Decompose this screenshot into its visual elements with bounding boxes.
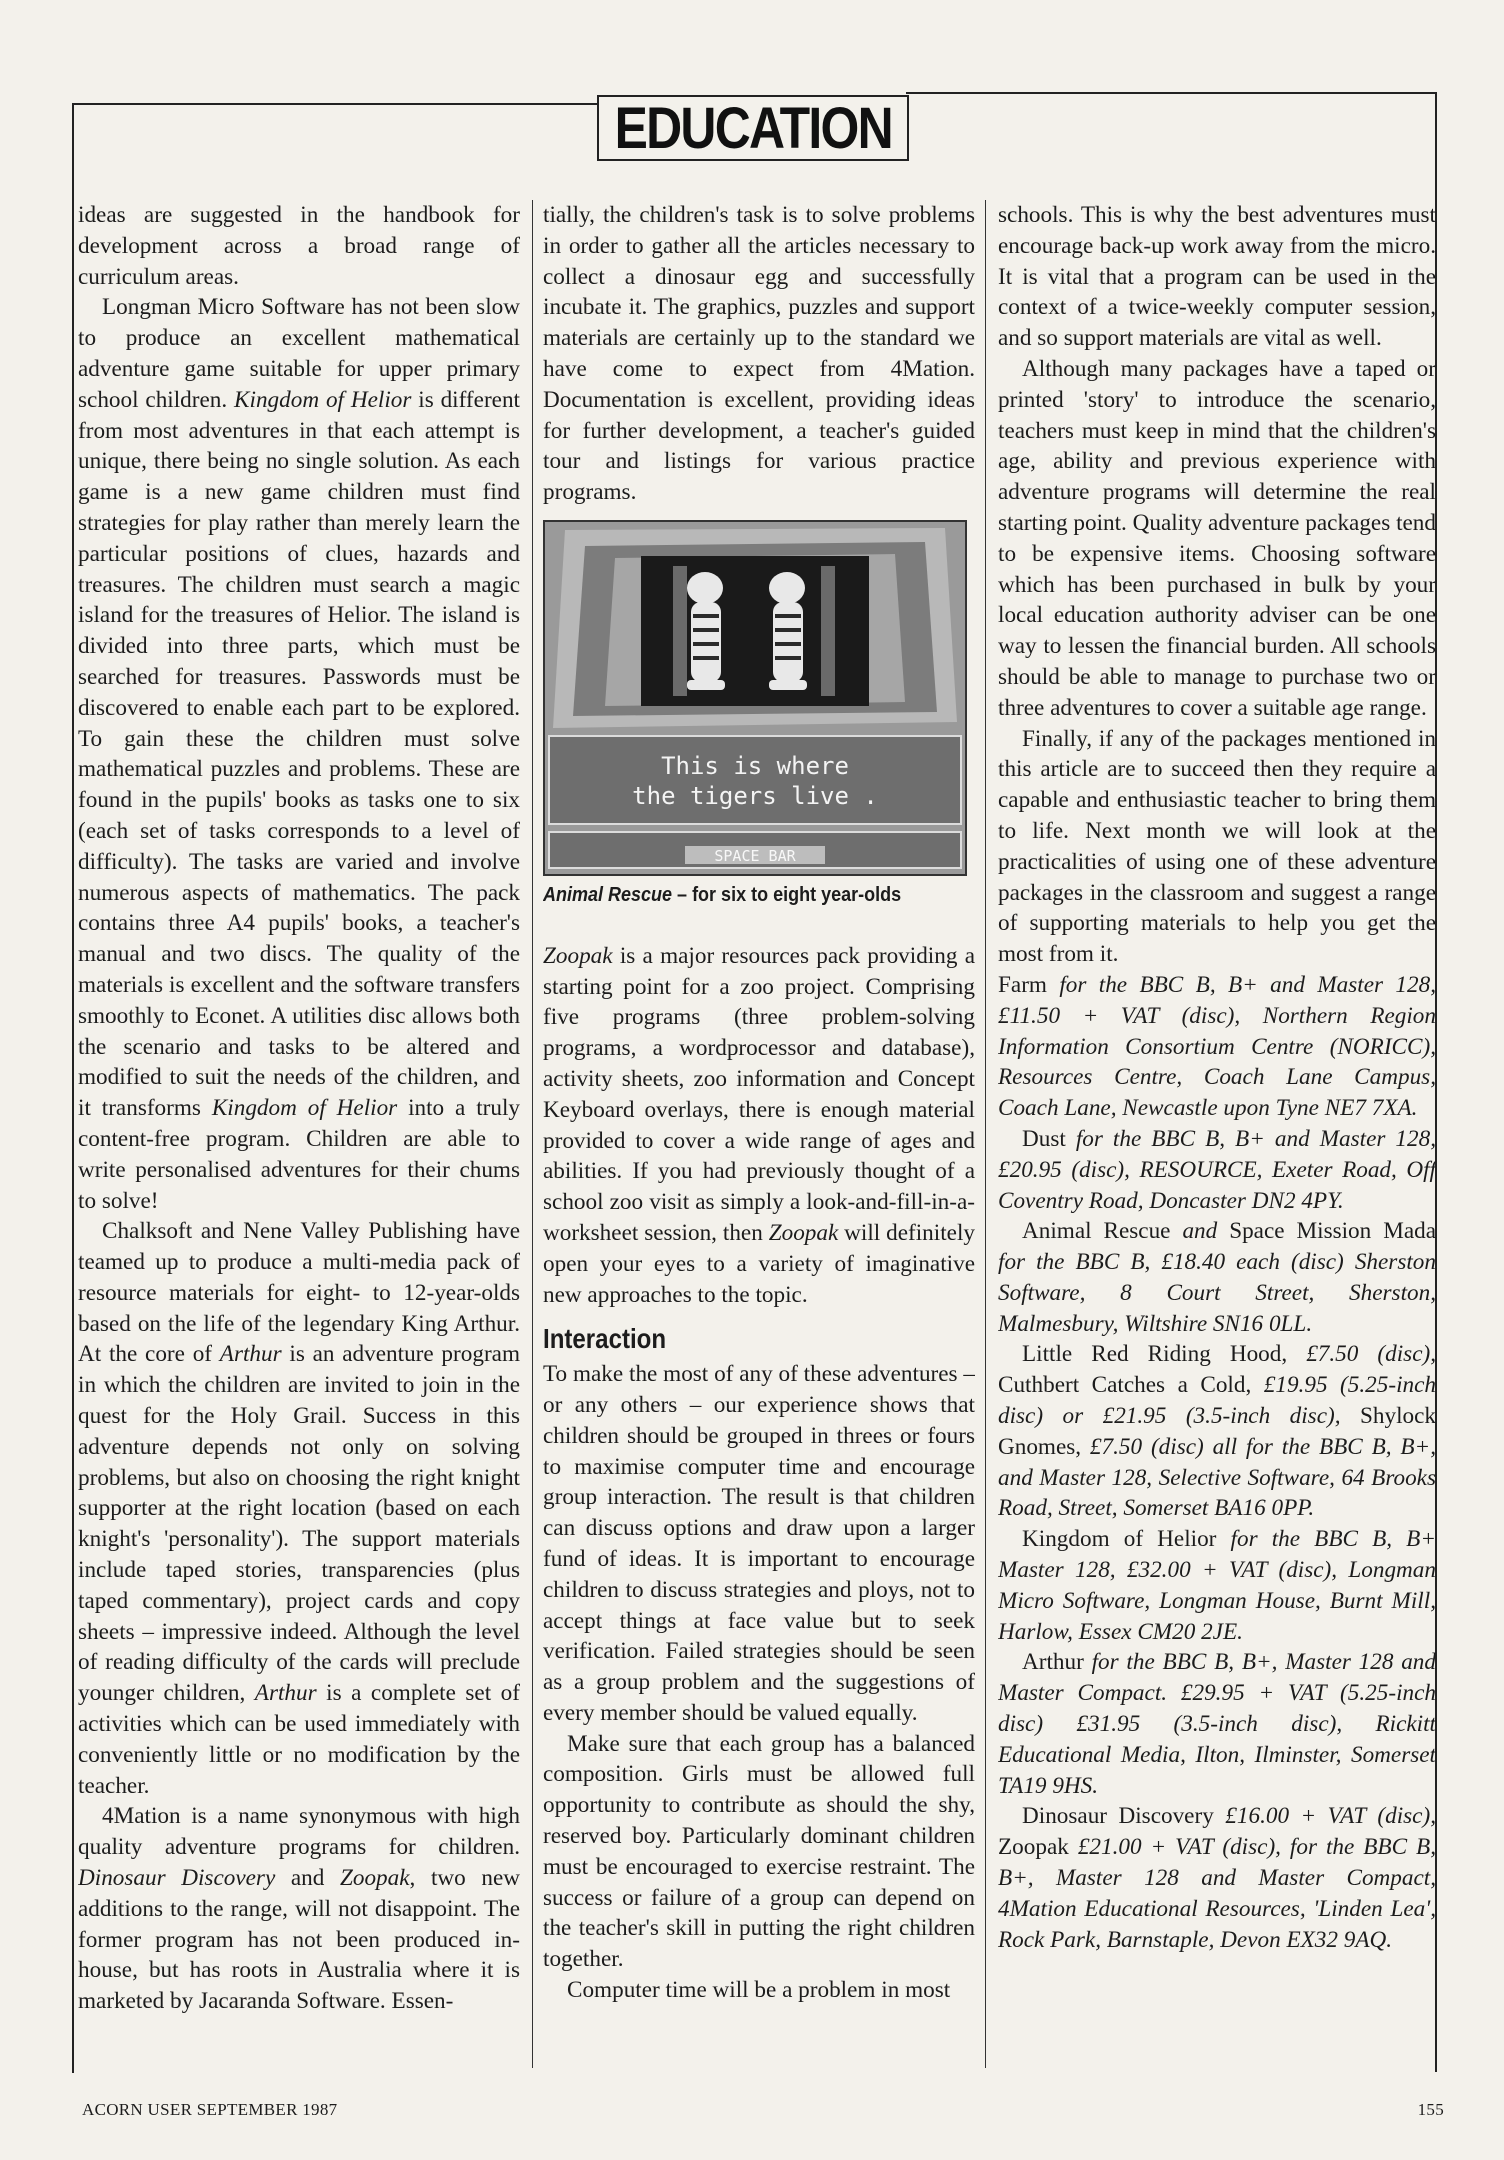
paragraph: Finally, if any of the packages mentioned in this article are to succeed then they require a capable and enthusiastic teacher to bring them to life. Next month we will look at the practicalities of using one of these adventure packages in the classroom and suggest a range of supporting materials to help you get the most from it. xyxy=(998,725,1436,968)
column-divider-1 xyxy=(532,200,533,2068)
section-title-box xyxy=(597,95,909,161)
figure-caption: Animal Rescue – for six to eight year-olds xyxy=(543,883,902,906)
space-bar-prompt: SPACE BAR xyxy=(714,846,796,865)
paragraph: Make sure that each group has a balanced composition. Girls must be allowed full opportunity to contribute as should the shy, reserved boy. Particularly dominant children must be encouraged to exercise restraint. The success or failure of a group can depend on the teacher's skill in putting the right children together. xyxy=(543,1730,975,1973)
screen-text-line-1: This is where xyxy=(661,751,849,780)
screenshot-figure xyxy=(543,520,967,911)
listing-4mation: Dinosaur Discovery £16.00 + VAT (disc), Zoopak £21.00 + VAT (disc), for the BBC B, B+, Master 128 and Master Compact, 4Mation Educational Resources, 'Linden Lea', Rock Park, Barnstaple, Devon EX32 9AQ. xyxy=(998,1803,1436,1953)
paragraph: Chalksoft and Nene Valley Publishing have teamed up to produce a multi-media pack of resource materials for eight- to 12-year-olds based on the life of the legendary King Arthur. At the core of Arthur is an adventure program in which the children are invited to join in the quest for the Holy Grail. Success in this adventure depends not only on solving problems, but also on choosing the right knight supporter at the right location (based on each knight's 'personality'). The support materials include taped stories, transparencies (plus taped commentary), project cards and copy sheets – impressive indeed. Although the level of reading difficulty of the cards will preclude younger children, Arthur is a complete set of activities which can be used immediately with conveniently little or no modification by the teacher. xyxy=(78,1218,520,1799)
listing-dust: Dust for the BBC B, B+ and Master 128, £20.95 (disc), RESOURCE, Exeter Road, Off Coventry Road, Doncaster DN2 4PY. xyxy=(998,1125,1436,1214)
listing-farm: Farm for the BBC B, B+ and Master 128, £11.50 + VAT (disc), Northern Region Information Consortium Centre (NORICC), Resources Centre, Coach Lane Campus, Coach Lane, Newcastle upon Tyne NE7 7XA. xyxy=(998,971,1436,1122)
paragraph: 4Mation is a name synonymous with high quality adventure programs for children. Dinosaur Discovery and Zoopak, two new additions to the range, will not disappoint. The former program has not been produced in-house, but has roots in Australia where it is marketed by Jacaranda Software. Essen- xyxy=(78,1803,520,2015)
paragraph: Zoopak is a major resources pack providing a starting point for a zoo project. Comprising five programs (three problem-solving programs, a wordprocessor and database), activity sheets, zoo information and Concept Keyboard overlays, there is enough material provided to cover a wide range of ages and abilities. If you had previously thought of a school zoo visit as simply a look-and-fill-in-a-worksheet session, then Zoopak will definitely open your eyes to a variety of imaginative new approaches to the topic. xyxy=(543,942,975,1308)
page-number: 155 xyxy=(1417,2100,1444,2119)
frame-rule-top-right xyxy=(906,92,1436,94)
subheading-interaction: Interaction xyxy=(543,1323,667,1355)
column-1 xyxy=(78,200,520,2065)
listing-kingdom-of-helior: Kingdom of Helior for the BBC B, B+ Master 128, £32.00 + VAT (disc), Longman Micro Software, Longman House, Burnt Mill, Harlow, Essex CM20 2JE. xyxy=(998,1526,1436,1645)
column-divider-2 xyxy=(985,200,986,2068)
column-2 xyxy=(543,200,975,2065)
screen-text-line-2: the tigers live . xyxy=(632,781,878,810)
section-title: EDUCATION xyxy=(614,95,892,161)
paragraph: ideas are suggested in the handbook for development across a broad range of curriculum areas. xyxy=(78,202,520,290)
footer-magazine: ACORN USER SEPTEMBER 1987 xyxy=(82,2100,338,2119)
listing-arthur: Arthur for the BBC B, B+, Master 128 and Master Compact. £29.95 + VAT (5.25-inch disc) £31.95 (3.5-inch disc), Rickitt Educational Media, Ilton, Ilminster, Somerset TA19 9HS. xyxy=(998,1649,1436,1799)
paragraph: Computer time will be a problem in most xyxy=(567,1977,951,2004)
listing-animal-rescue: Animal Rescue and Space Mission Mada for the BBC B, £18.40 each (disc) Sherston Software, 8 Court Street, Sherston, Malmesbury, Wiltshire SN16 0LL. xyxy=(998,1218,1436,1337)
paragraph: Although many packages have a taped or printed 'story' to introduce the scenario, teachers must keep in mind that the children's age, ability and previous experience with adventure programs will determine the real starting point. Quality adventure packages tend to be expensive items. Choosing software which has been purchased in bulk by your local education authority adviser can be one way to lessen the financial burden. All schools should be able to manage to purchase two or three adventures to cover a suitable age range. xyxy=(998,355,1436,721)
paragraph: tially, the children's task is to solve problems in order to gather all the articles necessary to collect a dinosaur egg and successfully incubate it. The graphics, puzzles and support materials are certainly up to the standard we have come to expect from 4Mation. Documentation is excellent, providing ideas for further development, a teacher's guided tour and listings for various practice programs. xyxy=(543,202,975,506)
frame-rule-left xyxy=(72,103,74,2073)
animal-rescue-screen-graphic xyxy=(545,522,965,874)
frame-rule-top-left xyxy=(72,103,599,105)
column-3 xyxy=(998,200,1436,2065)
paragraph: schools. This is why the best adventures must encourage back-up work away from the micro. It is vital that a program can be used in the context of a twice-weekly computer session, and so support materials are vital as well. xyxy=(998,202,1436,352)
paragraph: To make the most of any of these adventures – or any others – our experience shows that children should be grouped in threes or fours to maximise computer time and encourage group interaction. The result is that children can discuss options and draw upon a larger fund of ideas. It is important to encourage children to discuss strategies and ploys, not to accept things at face value but to seek verification. Failed strategies should be seen as a group problem and the suggestions of every member should be valued equally. xyxy=(543,1361,975,1726)
game-screenshot xyxy=(543,520,967,876)
paragraph: Longman Micro Software has not been slow to produce an excellent mathematical adventure game suitable for upper primary school children. Kingdom of Helior is different from most adventures in that each attempt is unique, there being no single solution. As each game is a new game children must find strategies for play rather than merely learn the particular positions of clues, hazards and treasures. The children must search a magic island for the treasures of Helior. The island is divided into three parts, which must be searched for treasures. Passwords must be discovered to enable each part to be explored. To gain these the children must solve mathematical puzzles and problems. These are found in the pupils' books as tasks one to six (each set of tasks corresponds to a level of difficulty). The tasks are varied and involve numerous aspects of mathematics. The pack contains three A4 pupils' books, a teacher's manual and two discs. The quality of the materials is excellent and the software transfers smoothly to Econet. A utilities disc allows both the scenario and tasks to be altered and modified to suit the needs of the children, and it transforms Kingdom of Helior into a truly content-free program. Children are able to write personalised adventures for their chums to solve! xyxy=(78,294,520,1214)
listing-selective-software: Little Red Riding Hood, £7.50 (disc), Cuthbert Catches a Cold, £19.95 (5.25-inch disc) or £21.95 (3.5-inch disc), Shylock Gnomes, £7.50 (disc) all for the BBC B, B+, and Master 128, Selective Software, 64 Brooks Road, Street, Somerset BA16 0PP. xyxy=(998,1341,1436,1522)
